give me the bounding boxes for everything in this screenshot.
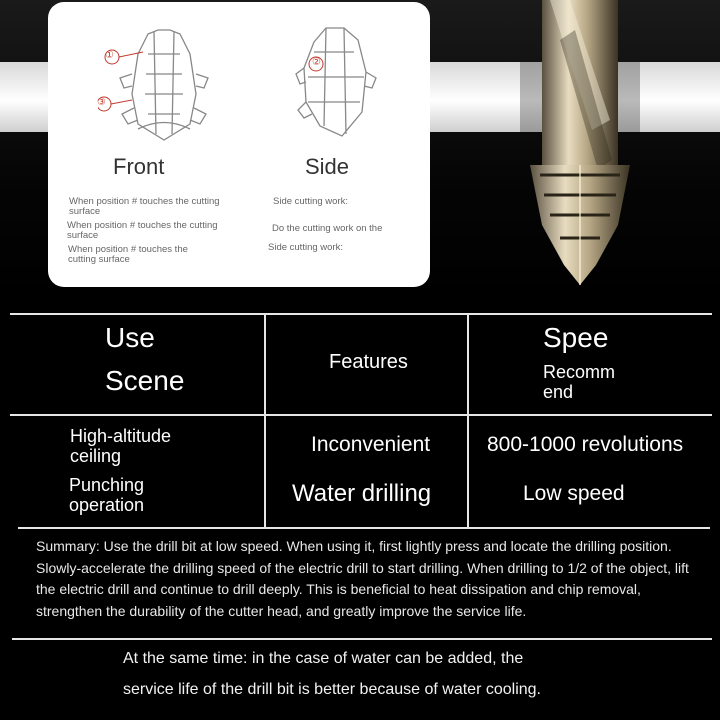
table-divider-2 <box>467 313 469 527</box>
front-note-3: When position # touches the cutting surface <box>68 244 188 265</box>
row1-scene-line1: High-altitude <box>70 426 172 446</box>
row2-scene-line2: operation <box>69 495 145 515</box>
row2-feature: Water drilling <box>292 480 432 507</box>
header-speed-line3: end <box>543 382 574 402</box>
row1-speed: 800-1000 revolutions <box>487 433 684 456</box>
footer-line-1: At the same time: in the case of water can be added, the <box>123 650 524 667</box>
front-label: Front <box>113 154 165 179</box>
side-label: Side <box>305 154 350 179</box>
side-view-drawing <box>294 22 384 142</box>
row2-scene-line1: Punching <box>69 475 145 495</box>
row1-feature: Inconvenient <box>311 433 431 456</box>
header-use-scene-line1: Use <box>105 322 155 353</box>
diagram-panel <box>48 2 430 287</box>
summary-bottom-border <box>12 638 712 640</box>
side-note-1: Side cutting work: <box>273 196 348 207</box>
front-note-1: When position # touches the cutting surface <box>69 196 220 217</box>
front-view-drawing <box>98 24 228 144</box>
drill-bit-image <box>500 0 720 300</box>
marker-2: ② <box>312 57 321 68</box>
table-header-border <box>10 414 712 416</box>
table-divider-1 <box>264 313 266 527</box>
marker-3: ③ <box>97 97 106 108</box>
table-bottom-border <box>18 527 710 529</box>
header-use-scene-line2: Scene <box>105 365 185 396</box>
table-top-border <box>10 313 712 315</box>
row2-speed: Low speed <box>523 482 625 505</box>
marker-1: ① <box>105 50 114 61</box>
header-features: Features <box>329 351 408 373</box>
side-note-2: Do the cutting work on the <box>272 223 383 234</box>
summary-text: Summary: Use the drill bit at low speed. When using it, first lightly press and locate the drilling position. Slowly-accelerate the drilling speed of the electric drill to start drilling. When drilling to 1/2 of the object, lift the electric drill and continue to drill deeply. This is beneficial to heat dissipation and chip removal, strengthen the durability of the cutter head, and greatly improve the service life. <box>36 538 689 619</box>
side-note-3: Side cutting work: <box>268 242 343 253</box>
front-note-2: When position # touches the cutting surface <box>67 220 218 241</box>
header-speed-line2: Recomm <box>543 362 616 382</box>
row1-scene-line2: ceiling <box>70 446 122 466</box>
footer-line-2: service life of the drill bit is better because of water cooling. <box>123 681 541 698</box>
header-speed-line1: Spee <box>543 322 609 353</box>
